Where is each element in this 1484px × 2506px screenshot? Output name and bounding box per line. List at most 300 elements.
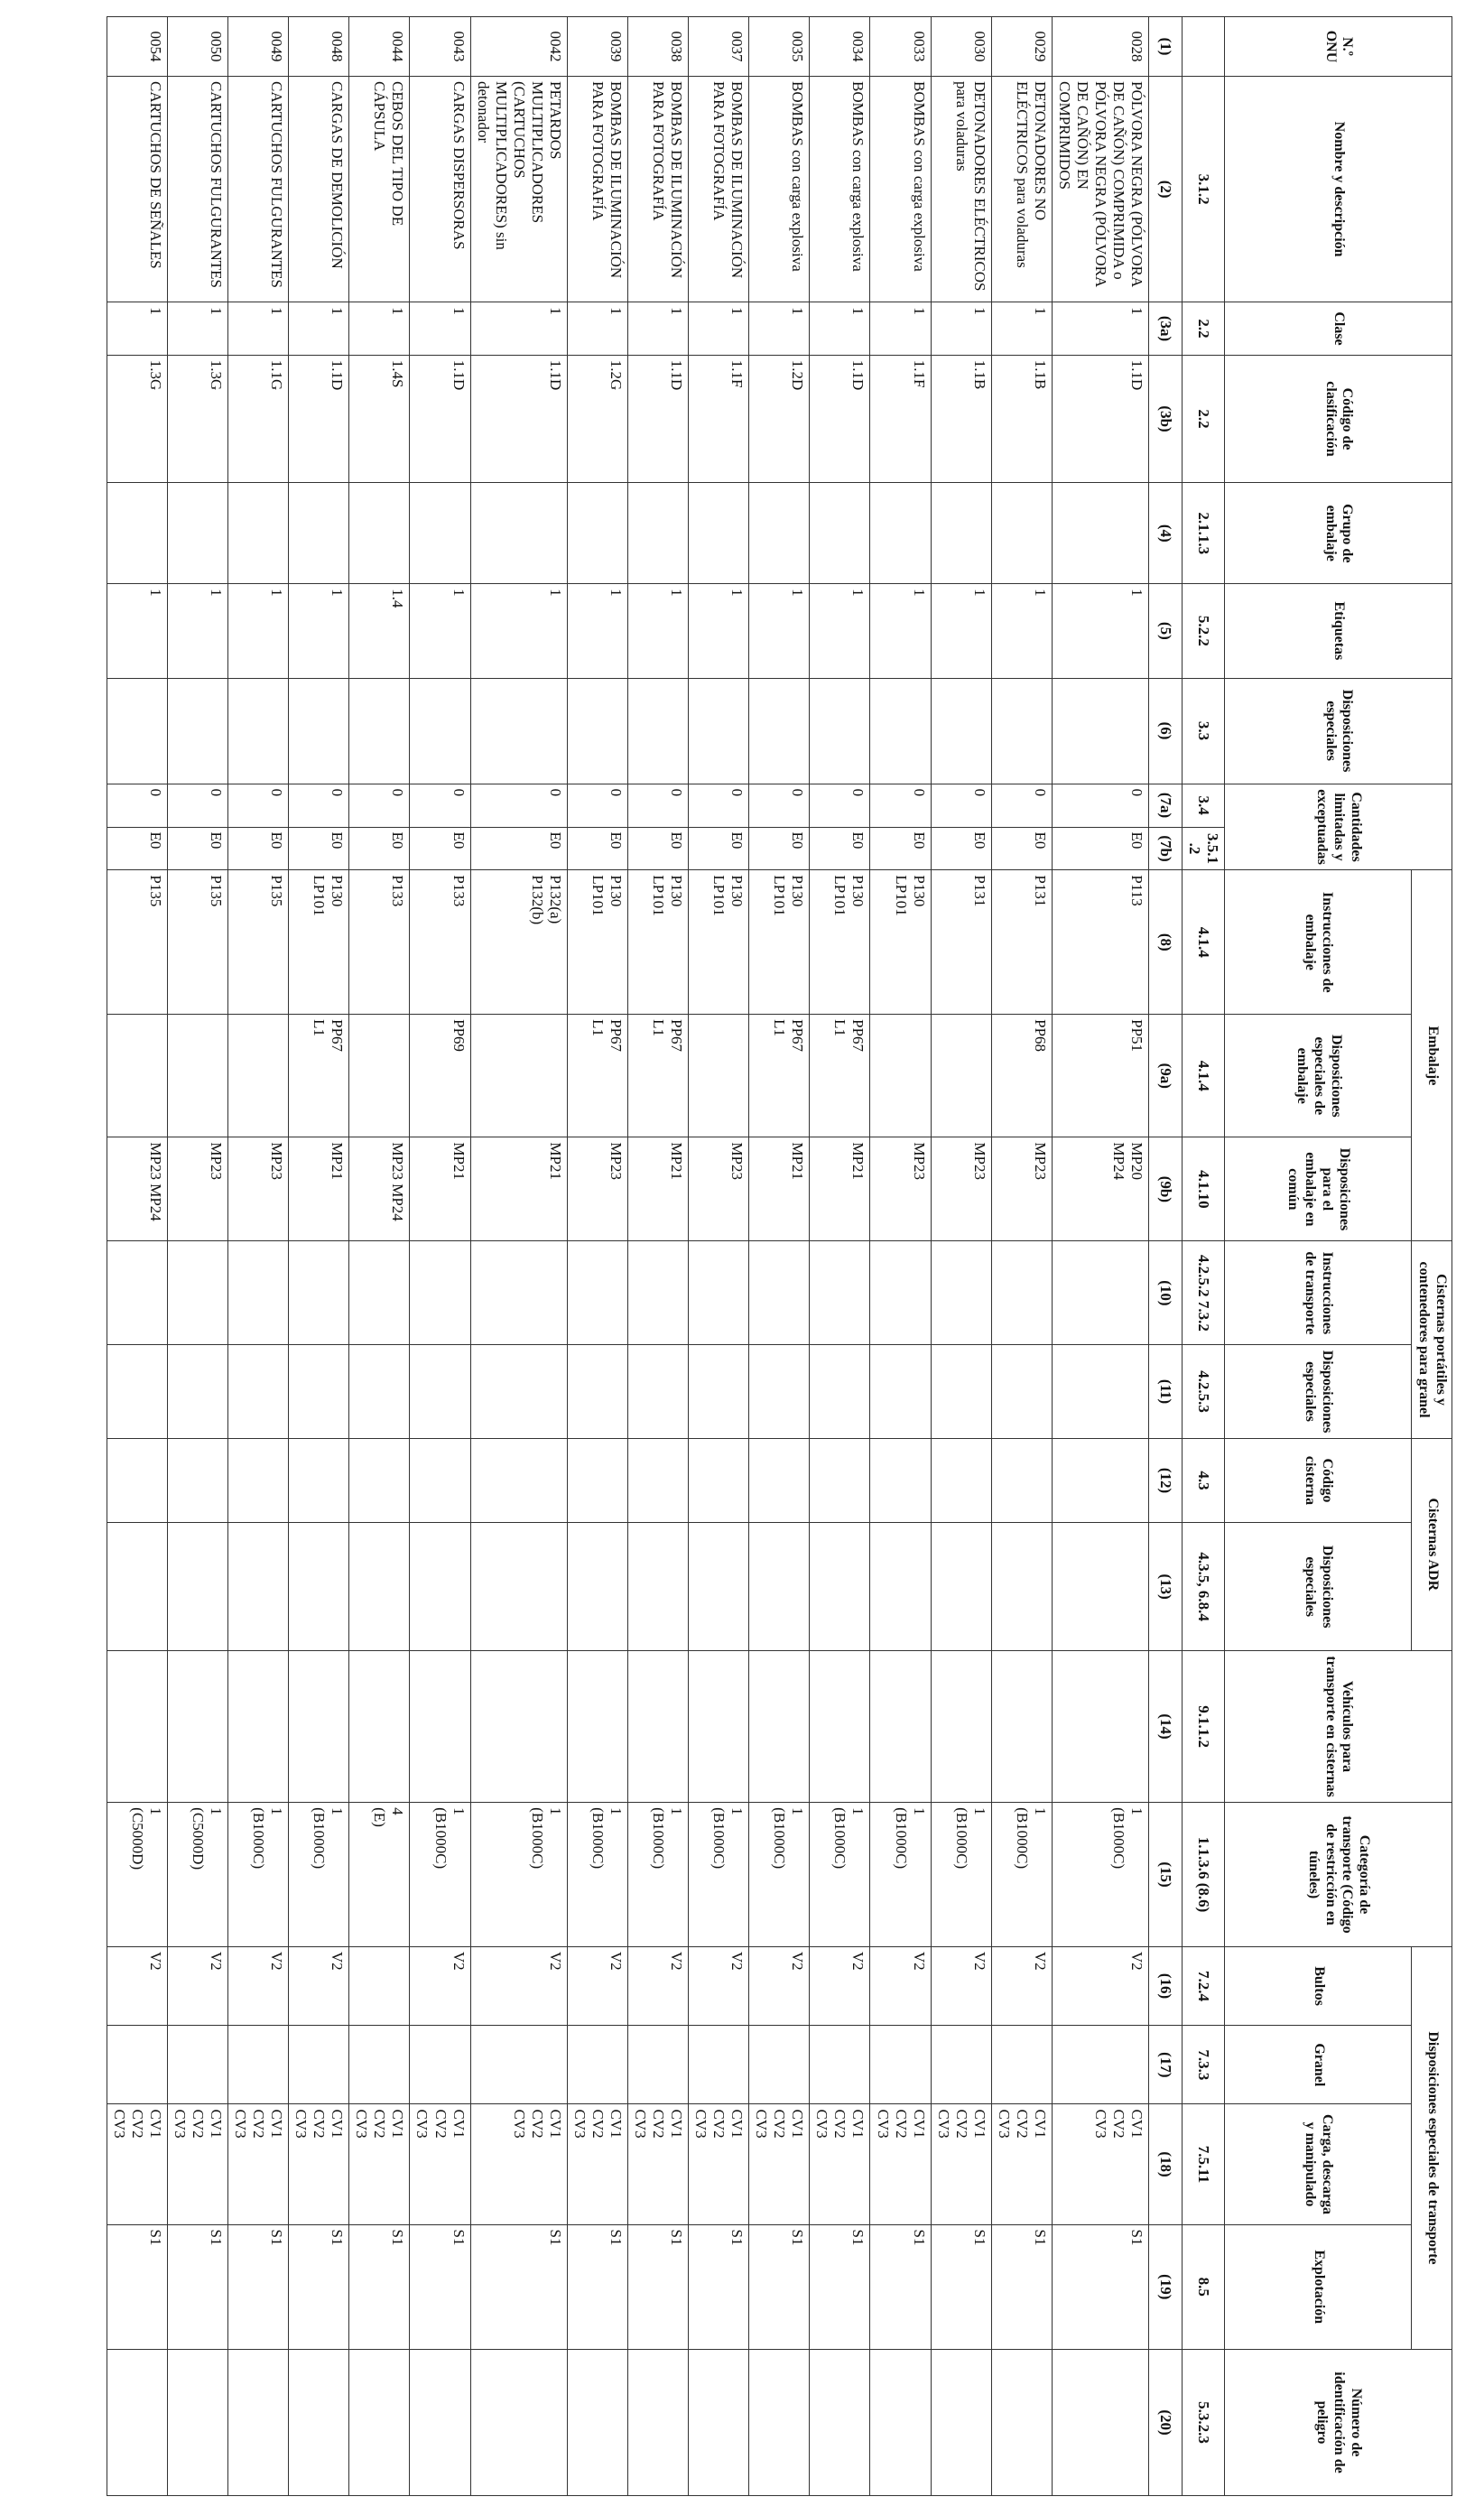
cell-class: 1: [689, 302, 749, 356]
cell-loading: CV1 CV2 CV3: [228, 2104, 289, 2224]
num-cell: (9a): [1149, 1015, 1183, 1137]
cell-tank-code: [749, 1438, 810, 1523]
cell-special-packing: PP67 L1: [810, 1015, 870, 1137]
header-packing-instructions: Instrucciones de embalaje: [1225, 870, 1412, 1015]
cell-operation: S1: [1052, 2224, 1148, 2349]
ref-cell: 7.3.3: [1183, 2026, 1225, 2104]
cell-packing-group: [349, 483, 410, 584]
cell-name: PÓLVORA NEGRA (PÓLVORA DE CAÑÓN) COMPRIMIDA o PÓLVORA NEGRA (PÓLVORA DE CAÑÓN) EN COMPRIMIDOS: [1052, 77, 1148, 302]
cell-classification-code: 1.1D: [410, 355, 470, 483]
cell-labels: 1: [870, 584, 931, 678]
ref-cell: 4.3: [1183, 1438, 1225, 1523]
cell-operation: S1: [689, 2224, 749, 2349]
cell-portable-instructions: [228, 1241, 289, 1345]
cell-portable-instructions: [810, 1241, 870, 1345]
cell-packing-group: [107, 483, 167, 584]
cell-vehicle-tank: [167, 1650, 227, 1802]
cell-tank-code: [349, 1438, 410, 1523]
header-tank-special: Disposiciones especiales: [1225, 1523, 1412, 1651]
ref-cell: 4.1.4: [1183, 1015, 1225, 1137]
table-row: [567, 17, 627, 2496]
cell-portable-special: [870, 1345, 931, 1438]
cell-excepted-quantity: E0: [749, 827, 810, 870]
num-cell: (7a): [1149, 784, 1183, 827]
cell-transport-category: 1 (B1000C): [931, 1803, 991, 1947]
cell-hazard-id: [870, 2349, 931, 2495]
cell-tank-special: [410, 1523, 470, 1651]
header-un-no: N.º ONU: [1225, 17, 1452, 77]
cell-un-number: 0035: [749, 17, 810, 77]
cell-operation: S1: [810, 2224, 870, 2349]
cell-portable-special: [349, 1345, 410, 1438]
cell-tank-code: [470, 1438, 567, 1523]
cell-excepted-quantity: E0: [349, 827, 410, 870]
cell-mixed-packing: MP21: [289, 1137, 349, 1241]
cell-special-provisions: [470, 678, 567, 784]
cell-special-packing: PP67 L1: [289, 1015, 349, 1137]
table-row: [810, 17, 870, 2496]
cell-portable-special: [228, 1345, 289, 1438]
ref-cell: 8.5: [1183, 2224, 1225, 2349]
cell-operation: S1: [749, 2224, 810, 2349]
cell-packing-instructions: P131: [991, 870, 1052, 1015]
header-class-code: Código de clasificación: [1225, 355, 1452, 483]
cell-limited-quantity: 0: [107, 784, 167, 827]
cell-un-number: 0034: [810, 17, 870, 77]
cell-special-provisions: [567, 678, 627, 784]
header-vehicle-tank: Vehículos para transporte en cisternas: [1225, 1650, 1452, 1802]
cell-labels: 1: [410, 584, 470, 678]
cell-excepted-quantity: E0: [107, 827, 167, 870]
cell-portable-instructions: [991, 1241, 1052, 1345]
cell-bulk: [349, 2026, 410, 2104]
cell-class: 1: [167, 302, 227, 356]
cell-vehicle-tank: [689, 1650, 749, 1802]
cell-packing-instructions: P113: [1052, 870, 1148, 1015]
cell-operation: S1: [349, 2224, 410, 2349]
cell-loading: CV1 CV2 CV3: [991, 2104, 1052, 2224]
header-bulk: Granel: [1225, 2026, 1412, 2104]
table-row: [167, 17, 227, 2496]
ref-cell: 3.1.2: [1183, 77, 1225, 302]
cell-loading: CV1 CV2 CV3: [567, 2104, 627, 2224]
cell-vehicle-tank: [991, 1650, 1052, 1802]
cell-special-provisions: [931, 678, 991, 784]
cell-excepted-quantity: E0: [1052, 827, 1148, 870]
cell-packages: V2: [991, 1946, 1052, 2025]
cell-operation: S1: [931, 2224, 991, 2349]
cell-packages: V2: [167, 1946, 227, 2025]
cell-portable-special: [749, 1345, 810, 1438]
cell-operation: S1: [627, 2224, 688, 2349]
cell-transport-category: 1 (B1000C): [991, 1803, 1052, 1947]
header-tank-code: Código cisterna: [1225, 1438, 1412, 1523]
cell-name: BOMBAS con carga explosiva: [749, 77, 810, 302]
cell-special-packing: [107, 1015, 167, 1137]
cell-packages: V2: [931, 1946, 991, 2025]
cell-hazard-id: [749, 2349, 810, 2495]
header-limited-quantities: Cantidades limitadas y exceptuadas: [1225, 784, 1452, 870]
cell-mixed-packing: MP23: [931, 1137, 991, 1241]
header-adr-tanks-group: Cisternas ADR: [1412, 1438, 1452, 1650]
cell-tank-code: [627, 1438, 688, 1523]
cell-packages: V2: [870, 1946, 931, 2025]
cell-classification-code: 1.2D: [749, 355, 810, 483]
header-class: Clase: [1225, 302, 1452, 356]
cell-excepted-quantity: E0: [870, 827, 931, 870]
cell-special-provisions: [167, 678, 227, 784]
cell-class: 1: [870, 302, 931, 356]
num-cell: (3b): [1149, 355, 1183, 483]
cell-loading: CV1 CV2 CV3: [749, 2104, 810, 2224]
table-row: [627, 17, 688, 2496]
cell-loading: CV1 CV2 CV3: [410, 2104, 470, 2224]
cell-transport-category: 1 (B1000C): [1052, 1803, 1148, 1947]
cell-hazard-id: [167, 2349, 227, 2495]
cell-class: 1: [349, 302, 410, 356]
cell-name: BOMBAS DE ILUMINACIÓN PARA FOTOGRAFÍA: [689, 77, 749, 302]
cell-special-provisions: [107, 678, 167, 784]
cell-mixed-packing: MP23: [567, 1137, 627, 1241]
ref-cell: 3.4: [1183, 784, 1225, 827]
cell-excepted-quantity: E0: [567, 827, 627, 870]
cell-packing-instructions: P130 LP101: [567, 870, 627, 1015]
cell-special-packing: PP67 L1: [749, 1015, 810, 1137]
header-hazard-id: Número de identificación de peligro: [1225, 2349, 1452, 2495]
cell-labels: 1: [107, 584, 167, 678]
cell-portable-special: [107, 1345, 167, 1438]
cell-vehicle-tank: [567, 1650, 627, 1802]
cell-loading: CV1 CV2 CV3: [1052, 2104, 1148, 2224]
cell-packing-group: [1052, 483, 1148, 584]
cell-special-provisions: [991, 678, 1052, 784]
header-mixed-packing: Disposiciones para el embalaje en común: [1225, 1137, 1412, 1241]
cell-tank-special: [627, 1523, 688, 1651]
table-row: [931, 17, 991, 2496]
cell-vehicle-tank: [931, 1650, 991, 1802]
cell-transport-category: 1 (B1000C): [689, 1803, 749, 1947]
cell-class: 1: [749, 302, 810, 356]
cell-name: DETONADORES ELÉCTRICOS para voladuras: [931, 77, 991, 302]
cell-hazard-id: [349, 2349, 410, 2495]
cell-excepted-quantity: E0: [470, 827, 567, 870]
cell-portable-special: [289, 1345, 349, 1438]
cell-un-number: 0039: [567, 17, 627, 77]
cell-packing-instructions: P130 LP101: [627, 870, 688, 1015]
cell-transport-category: 1 (B1000C): [749, 1803, 810, 1947]
cell-tank-special: [749, 1523, 810, 1651]
ref-cell: 4.3.5, 6.8.4: [1183, 1523, 1225, 1651]
cell-un-number: 0048: [289, 17, 349, 77]
cell-packages: V2: [289, 1946, 349, 2025]
cell-transport-category: 1 (B1000C): [810, 1803, 870, 1947]
cell-tank-code: [689, 1438, 749, 1523]
cell-special-packing: [689, 1015, 749, 1137]
cell-portable-special: [567, 1345, 627, 1438]
cell-mixed-packing: MP23: [228, 1137, 289, 1241]
cell-packing-instructions: P135: [167, 870, 227, 1015]
cell-excepted-quantity: E0: [289, 827, 349, 870]
cell-tank-code: [1052, 1438, 1148, 1523]
num-cell: (13): [1149, 1523, 1183, 1651]
cell-un-number: 0037: [689, 17, 749, 77]
ref-cell: 5.3.2.3: [1183, 2349, 1225, 2495]
cell-special-provisions: [1052, 678, 1148, 784]
cell-vehicle-tank: [627, 1650, 688, 1802]
table-row: [991, 17, 1052, 2496]
cell-operation: S1: [870, 2224, 931, 2349]
cell-portable-instructions: [627, 1241, 688, 1345]
cell-un-number: 0033: [870, 17, 931, 77]
table-row: [689, 17, 749, 2496]
cell-classification-code: 1.1D: [470, 355, 567, 483]
cell-name: CARGAS DISPERSORAS: [410, 77, 470, 302]
cell-packing-instructions: P133: [410, 870, 470, 1015]
cell-classification-code: 1.1D: [810, 355, 870, 483]
ref-cell: 4.1.4: [1183, 870, 1225, 1015]
cell-loading: CV1 CV2 CV3: [289, 2104, 349, 2224]
cell-loading: CV1 CV2 CV3: [167, 2104, 227, 2224]
cell-tank-code: [228, 1438, 289, 1523]
cell-class: 1: [107, 302, 167, 356]
cell-class: 1: [627, 302, 688, 356]
cell-name: BOMBAS DE ILUMINACIÓN PARA FOTOGRAFÍA: [627, 77, 688, 302]
cell-limited-quantity: 0: [931, 784, 991, 827]
cell-un-number: 0043: [410, 17, 470, 77]
cell-classification-code: 1.1B: [931, 355, 991, 483]
table-row: [228, 17, 289, 2496]
cell-transport-category: 1 (C5000D): [107, 1803, 167, 1947]
cell-portable-instructions: [470, 1241, 567, 1345]
cell-class: 1: [810, 302, 870, 356]
cell-limited-quantity: 0: [289, 784, 349, 827]
cell-vehicle-tank: [470, 1650, 567, 1802]
cell-bulk: [627, 2026, 688, 2104]
cell-loading: CV1 CV2 CV3: [107, 2104, 167, 2224]
cell-portable-special: [810, 1345, 870, 1438]
cell-limited-quantity: 0: [627, 784, 688, 827]
cell-labels: 1: [991, 584, 1052, 678]
cell-labels: 1: [228, 584, 289, 678]
cell-special-provisions: [410, 678, 470, 784]
cell-packages: V2: [228, 1946, 289, 2025]
table-row: [870, 17, 931, 2496]
cell-tank-code: [931, 1438, 991, 1523]
cell-un-number: 0028: [1052, 17, 1148, 77]
cell-operation: S1: [228, 2224, 289, 2349]
cell-portable-instructions: [870, 1241, 931, 1345]
cell-name: CARTUCHOS FULGURANTES: [228, 77, 289, 302]
cell-operation: S1: [567, 2224, 627, 2349]
cell-classification-code: 1.1F: [870, 355, 931, 483]
cell-special-provisions: [870, 678, 931, 784]
cell-special-provisions: [689, 678, 749, 784]
cell-portable-instructions: [289, 1241, 349, 1345]
cell-special-packing: PP68: [991, 1015, 1052, 1137]
table-row: [349, 17, 410, 2496]
cell-loading: CV1 CV2 CV3: [627, 2104, 688, 2224]
cell-un-number: 0042: [470, 17, 567, 77]
cell-tank-special: [470, 1523, 567, 1651]
cell-bulk: [689, 2026, 749, 2104]
cell-mixed-packing: MP23: [167, 1137, 227, 1241]
cell-tank-special: [689, 1523, 749, 1651]
num-cell: (3a): [1149, 302, 1183, 356]
cell-hazard-id: [470, 2349, 567, 2495]
cell-portable-instructions: [689, 1241, 749, 1345]
cell-transport-category: 1 (B1000C): [470, 1803, 567, 1947]
cell-portable-instructions: [567, 1241, 627, 1345]
cell-mixed-packing: MP23: [689, 1137, 749, 1241]
cell-portable-special: [627, 1345, 688, 1438]
cell-limited-quantity: 0: [410, 784, 470, 827]
num-cell: (6): [1149, 678, 1183, 784]
cell-transport-category: 1 (C5000D): [167, 1803, 227, 1947]
cell-packing-group: [470, 483, 567, 584]
cell-special-provisions: [289, 678, 349, 784]
cell-special-provisions: [349, 678, 410, 784]
cell-packing-instructions: P131: [931, 870, 991, 1015]
num-cell: (8): [1149, 870, 1183, 1015]
cell-tank-code: [289, 1438, 349, 1523]
cell-hazard-id: [991, 2349, 1052, 2495]
cell-excepted-quantity: E0: [689, 827, 749, 870]
cell-transport-category: 4 (E): [349, 1803, 410, 1947]
dangerous-goods-table: [107, 16, 1452, 2496]
cell-portable-instructions: [1052, 1241, 1148, 1345]
cell-classification-code: 1.1F: [689, 355, 749, 483]
cell-packing-group: [410, 483, 470, 584]
num-cell: (5): [1149, 584, 1183, 678]
cell-tank-code: [567, 1438, 627, 1523]
cell-packing-instructions: P133: [349, 870, 410, 1015]
cell-limited-quantity: 0: [567, 784, 627, 827]
cell-excepted-quantity: E0: [167, 827, 227, 870]
num-cell: (1): [1149, 17, 1183, 77]
cell-loading: CV1 CV2 CV3: [689, 2104, 749, 2224]
cell-packages: V2: [689, 1946, 749, 2025]
cell-packing-group: [931, 483, 991, 584]
cell-packages: [349, 1946, 410, 2025]
num-cell: (16): [1149, 1946, 1183, 2025]
cell-mixed-packing: MP21: [749, 1137, 810, 1241]
cell-un-number: 0050: [167, 17, 227, 77]
cell-packing-group: [870, 483, 931, 584]
cell-transport-category: 1 (B1000C): [228, 1803, 289, 1947]
cell-vehicle-tank: [107, 1650, 167, 1802]
cell-bulk: [749, 2026, 810, 2104]
cell-labels: 1: [470, 584, 567, 678]
cell-packing-instructions: P130 LP101: [749, 870, 810, 1015]
cell-hazard-id: [1052, 2349, 1148, 2495]
cell-excepted-quantity: E0: [228, 827, 289, 870]
cell-classification-code: 1.3G: [167, 355, 227, 483]
header-packages: Bultos: [1225, 1946, 1412, 2025]
cell-bulk: [810, 2026, 870, 2104]
cell-loading: CV1 CV2 CV3: [349, 2104, 410, 2224]
cell-vehicle-tank: [289, 1650, 349, 1802]
cell-classification-code: 1.1D: [1052, 355, 1148, 483]
cell-packing-group: [567, 483, 627, 584]
table-row: [470, 17, 567, 2496]
cell-name: BOMBAS DE ILUMINACIÓN PARA FOTOGRAFÍA: [567, 77, 627, 302]
cell-bulk: [228, 2026, 289, 2104]
cell-classification-code: 1.4S: [349, 355, 410, 483]
cell-portable-instructions: [349, 1241, 410, 1345]
cell-bulk: [470, 2026, 567, 2104]
cell-hazard-id: [410, 2349, 470, 2495]
header-portable-special: Disposiciones especiales: [1225, 1345, 1412, 1438]
header-name: Nombre y descripción: [1225, 77, 1452, 302]
cell-vehicle-tank: [810, 1650, 870, 1802]
num-cell: (15): [1149, 1803, 1183, 1947]
cell-hazard-id: [689, 2349, 749, 2495]
ref-cell: 4.2.5.3: [1183, 1345, 1225, 1438]
cell-name: CEBOS DEL TIPO DE CÁPSULA: [349, 77, 410, 302]
cell-tank-special: [870, 1523, 931, 1651]
cell-tank-special: [107, 1523, 167, 1651]
cell-name: PETARDOS MULTIPLICADORES (CARTUCHOS MULTIPLICADORES) sin detonador: [470, 77, 567, 302]
cell-excepted-quantity: E0: [931, 827, 991, 870]
cell-excepted-quantity: E0: [810, 827, 870, 870]
num-cell: (17): [1149, 2026, 1183, 2104]
cell-packing-group: [228, 483, 289, 584]
cell-transport-category: 1 (B1000C): [289, 1803, 349, 1947]
cell-labels: 1.4: [349, 584, 410, 678]
cell-vehicle-tank: [749, 1650, 810, 1802]
cell-operation: S1: [991, 2224, 1052, 2349]
cell-transport-category: 1 (B1000C): [567, 1803, 627, 1947]
cell-vehicle-tank: [1052, 1650, 1148, 1802]
cell-un-number: 0030: [931, 17, 991, 77]
cell-portable-instructions: [107, 1241, 167, 1345]
header-transport-category: Categoría de transporte (Código de restricción en túneles): [1225, 1803, 1452, 1947]
cell-tank-special: [349, 1523, 410, 1651]
cell-limited-quantity: 0: [228, 784, 289, 827]
cell-un-number: 0038: [627, 17, 688, 77]
cell-name: BOMBAS con carga explosiva: [870, 77, 931, 302]
cell-un-number: 0029: [991, 17, 1052, 77]
cell-special-packing: PP69: [410, 1015, 470, 1137]
header-special-provisions: Disposiciones especiales: [1225, 678, 1452, 784]
cell-bulk: [870, 2026, 931, 2104]
num-cell: (18): [1149, 2104, 1183, 2224]
cell-operation: S1: [107, 2224, 167, 2349]
cell-class: 1: [410, 302, 470, 356]
cell-excepted-quantity: E0: [627, 827, 688, 870]
header-portable-tanks-group: Cisternas portátiles y contenedores para granel: [1412, 1241, 1452, 1438]
cell-portable-special: [167, 1345, 227, 1438]
cell-special-packing: [931, 1015, 991, 1137]
cell-loading: CV1 CV2 CV3: [870, 2104, 931, 2224]
cell-transport-category: 1 (B1000C): [627, 1803, 688, 1947]
table-row: [107, 17, 167, 2496]
cell-operation: S1: [289, 2224, 349, 2349]
cell-tank-special: [810, 1523, 870, 1651]
table-row: [289, 17, 349, 2496]
cell-packages: V2: [749, 1946, 810, 2025]
ref-cell: 5.2.2: [1183, 584, 1225, 678]
cell-hazard-id: [810, 2349, 870, 2495]
cell-mixed-packing: MP21: [627, 1137, 688, 1241]
cell-packages: V2: [810, 1946, 870, 2025]
cell-hazard-id: [627, 2349, 688, 2495]
cell-mixed-packing: MP23 MP24: [349, 1137, 410, 1241]
cell-hazard-id: [567, 2349, 627, 2495]
cell-classification-code: 1.1G: [228, 355, 289, 483]
cell-packages: V2: [627, 1946, 688, 2025]
header-packing-group: Grupo de embalaje: [1225, 483, 1452, 584]
